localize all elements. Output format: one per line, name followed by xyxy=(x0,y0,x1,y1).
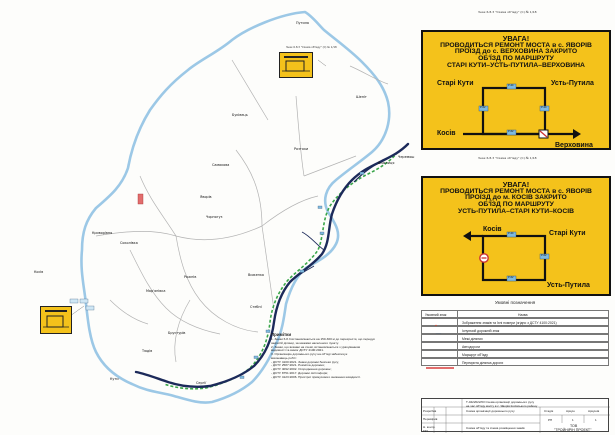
sheets-header: Аркушів xyxy=(588,409,600,413)
legend-row xyxy=(421,350,609,358)
map-caption: Знак 6.8.3 "Схема об'їзду" (С) № 1/18 xyxy=(286,46,337,49)
role-checker: Перевірив xyxy=(423,417,438,421)
legend-symbol xyxy=(422,335,458,341)
legend-row xyxy=(421,342,609,350)
note-line: виконавець робіт: xyxy=(271,355,297,360)
sign1-line-3: ПРОЇЗД до с. ВЕРХОВИНА ЗАКРИТО xyxy=(454,48,578,56)
detour-sign-2 xyxy=(421,176,611,296)
village-label: Рожнів xyxy=(184,275,197,279)
village-label: Сергії xyxy=(196,381,207,385)
sign1-caption: Знак 6.8.3 "Схема об'їзду" (С) № 1/18 xyxy=(478,10,537,14)
detour-sign-1 xyxy=(421,30,611,150)
village-label: Тюдів xyxy=(142,349,153,353)
note-line: - ДСТУ 2587:2021. Розмітка дорожня; xyxy=(271,363,325,368)
drawing-title: Схема організації дорожнього руху xyxy=(466,409,515,413)
role-chief-engineer: ГІП xyxy=(423,429,428,433)
village-label: Мар'янівка xyxy=(146,289,166,293)
sign2-label-tl: Косів xyxy=(483,226,502,233)
note-line: 1. Знаки 6.8.3 встановлюються на 150-300 м до перехрестя, що передує xyxy=(271,337,375,341)
sign1-line-2: ПРОВОДИТЬСЯ РЕМОНТ МОСТА в с. ЯВОРІВ xyxy=(440,41,592,49)
sign2-line-5: УСТЬ-ПУТИЛА–СТАРІ КУТИ–КОСІВ xyxy=(457,208,575,216)
sign1-line-1: УВАГА! xyxy=(502,34,530,43)
company-code: ТОВ xyxy=(570,424,578,428)
stage-header: Стадія xyxy=(544,409,554,413)
legend-row-text: Зображення знаків та їхні номери (згідно з ДСТУ 4100:2021) xyxy=(462,321,557,325)
note-line: - ДСТУ 4123:2006. Пристрої примусового зниження швидкості. xyxy=(271,374,361,379)
village-label: Яворів xyxy=(200,195,212,199)
sign1-label-tr: Усть-Путила xyxy=(551,80,594,87)
sign1-label-tl: Старі Кути xyxy=(437,80,474,87)
legend-symbol xyxy=(422,351,458,357)
legend-symbol xyxy=(422,359,458,365)
legend-symbol xyxy=(422,327,458,333)
note-line: - ДСТУ 4092:2002. Огородження дорожнє; xyxy=(271,367,332,372)
sheets-value: 1 xyxy=(595,417,597,422)
note-line: - ДСТУ 4100:2021. Знаки дорожні безпеки руху; xyxy=(271,359,340,364)
legend-header-symbol: Умовний знак xyxy=(425,313,447,317)
project-code: Т-0422022/03 Схема організації дорожнього руху xyxy=(466,400,535,404)
sign2-line-3: ПРОЇЗД до м. КОСІВ ЗАКРИТО xyxy=(465,194,567,202)
stage-value: РП xyxy=(548,417,553,422)
role-developer: Розробив xyxy=(423,409,437,413)
note-line: видимості та вимог ДСТУ 4100:2021. xyxy=(271,348,324,353)
village-label: Кути xyxy=(110,377,119,381)
legend-row xyxy=(421,334,609,342)
legend-header-sym-cell xyxy=(422,311,458,317)
sign2-caption: Знак 6.8.3 "Схема об'їзду" (С) № 1/18 xyxy=(478,156,537,160)
sheet-value: 1 xyxy=(572,417,574,422)
sign2-road-code-2: P-62 xyxy=(541,254,547,257)
legend-row xyxy=(421,318,609,326)
note-line: 2. Знаки, що вказані на схемі, встановлюються з урахуванням xyxy=(271,344,360,349)
village-label: Вижниця xyxy=(378,161,395,165)
sheet-header: Аркуш xyxy=(566,409,575,413)
village-label: Соколівка xyxy=(120,241,138,245)
sign2-line-4: ОБ'ЇЗД ПО МАРШРУТУ xyxy=(478,201,554,209)
village-label: Шепіт xyxy=(356,95,367,99)
sign1-road-code-4: P-62 xyxy=(508,130,514,133)
closed-road-marker xyxy=(138,194,143,204)
map-sign-marker-west xyxy=(40,306,72,334)
legend-header-row xyxy=(421,310,609,318)
sign1-road-code-3: P-24 xyxy=(541,106,547,109)
village-label: Виженка xyxy=(248,273,265,277)
sign2-label-tr: Старі Кути xyxy=(549,230,586,237)
sign1-label-br: Верховина xyxy=(555,142,593,149)
project-text: на час об'їзду мосту в с. Яворів Косівського району xyxy=(466,403,538,408)
role-norm-control: Н. контр. xyxy=(423,425,436,429)
title-block xyxy=(421,398,609,432)
village-label: Черемош xyxy=(398,155,415,159)
legend-symbol xyxy=(422,319,458,325)
sign1-line-5: СТАРІ КУТИ–УСТЬ-ПУТИЛА–ВЕРХОВИНА xyxy=(447,62,585,70)
legend xyxy=(421,300,609,395)
notes-title: Примітки xyxy=(271,332,292,337)
legend-title: Умовні позначення xyxy=(494,300,536,305)
village-label: Косів xyxy=(34,270,44,274)
sign1-line-4: ОБ'ЇЗД ПО МАРШРУТУ xyxy=(478,55,554,63)
note-line: - ДСТУ 8751:2017. Дорожні світлофори; xyxy=(271,370,329,375)
sign2-line-1: УВАГА! xyxy=(502,180,530,189)
legend-symbol xyxy=(422,343,458,349)
legend-row xyxy=(421,358,609,366)
map-sign-marker-north xyxy=(279,52,313,78)
village-label: Путила xyxy=(296,21,309,25)
legend-header-name: Назва xyxy=(518,313,528,317)
note-line: закритій ділянці, за межами населеного пункту. xyxy=(271,340,339,345)
sign2-label-br: Усть-Путила xyxy=(547,282,590,289)
village-label: Чорногуз xyxy=(206,215,223,219)
village-label: Стебні xyxy=(250,305,262,309)
legend-row-text: Межі ділянки xyxy=(462,337,483,341)
legend-row-text: Маршрут об'їзду xyxy=(462,353,488,357)
sign2-road-code-3: P-62 xyxy=(508,276,514,279)
village-label: Брустурів xyxy=(168,331,186,335)
sign1-road-code-2: P-62 xyxy=(480,106,486,109)
village-label: Розтоки xyxy=(294,147,309,151)
notes-block xyxy=(271,332,431,379)
legend-row xyxy=(421,326,609,334)
legend-row-text: Існуючий дорожній знак xyxy=(462,329,500,333)
sign1-label-bl: Косів xyxy=(437,130,456,137)
legend-row-text: Перекрита ділянка дороги xyxy=(462,361,504,365)
sign2-road-code-1: P-24 xyxy=(508,232,514,235)
drawing-subtitle: Схема об'їзду та схема розміщення знаків xyxy=(466,426,525,430)
legend-row-text: Автодороги xyxy=(462,345,481,349)
village-label: Криворівня xyxy=(92,231,113,235)
village-label: Самакова xyxy=(212,163,230,167)
sign2-line-2: ПРОВОДИТЬСЯ РЕМОНТ МОСТА в с. ЯВОРІВ xyxy=(440,187,592,195)
sign1-road-code-1: P-24 xyxy=(508,84,514,87)
village-label: Буківець xyxy=(232,113,248,117)
note-line: 3. Організацію дорожнього руху на об'їзді забезпечує xyxy=(271,352,348,357)
company-name: "ТРОЙНІРІН ПРОЕКТ" xyxy=(554,428,592,432)
